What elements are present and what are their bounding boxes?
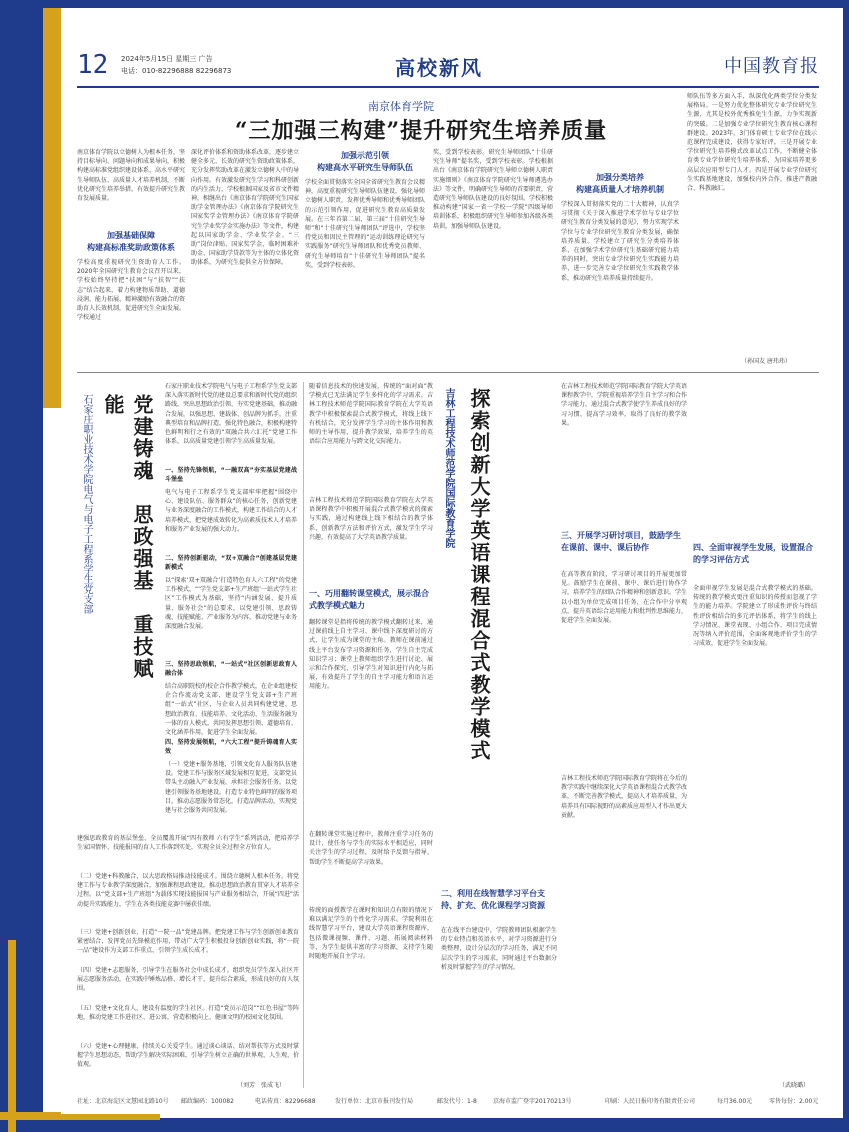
newspaper-page: [61, 22, 829, 1114]
footer-post-code-no: 邮发代号：1-8: [437, 1098, 477, 1105]
right-article-col-c7: 在高等教育阶段，学习研讨项目的开展更加常见。鼓励学生在课前、课中、课后进行协作学习，培养学生的团队合作精神和创新意识。学生以小组为单位完成项目任务，在合作中分享观点，提升英语综合运用能力和批判性思维能力，促进学生全面发展。: [561, 571, 687, 625]
left-article-col-a2: 电气与电子工程系学生党支部牢牢把握“围绕中心、建设队伍、服务群众”的核心任务，创新党建与业务深度融合的工作模式，构建工作结合的人才培养模式，把党建成效转化为高素质技术人才培养和服务产业发展的强大动力。: [165, 489, 297, 533]
right-article-col-c3: 翻转课堂是指将传统的教学模式翻转过来，通过课前线上自主学习、课中线下深度研讨的方式，让学生成为课堂的主角。教师在课前通过线上平台发布学习资源和任务，学生自主完成知识学习；课堂上教师组织学生进行讨论、展示和合作探究，引导学生对知识进行内化与拓展，有效提升了学生的自主学习能力和语言运用能力。: [309, 619, 433, 691]
top-article-col1: 南京体育学院以立德树人为根本任务，坚持目标导向、问题导向和成果导向，积极构建高标准党组织建设体系、高水平研究生导师队伍、高质量人才培养机制，不断优化研究生培养举措，有效提升研究生教育发展质量。: [77, 149, 185, 203]
footer-license: 京海市监广登字20170213号: [493, 1098, 572, 1105]
left-article-intro: 石家庄职业技术学院电气与电子工程系学生党支部深入落实新时代党的建设总要求和新时代党的组织路线，突出思想政治引领、夯实党建基础，推动融合发展，以强思想、建载体、创品牌为抓手，注重典型培育和品牌打造，强化特色融合，积极构建特色鲜明和行之有效的“双融合共六汇托”党建工作体系，以高质量党建引领学生高质量发展。: [165, 383, 297, 446]
left-article-title: 党建铸魂 思政强基 重技赋能: [101, 394, 154, 680]
date-line: 2024年5月15日 星期三 广告: [121, 55, 213, 63]
footer-tel: 电话传真：82296688: [255, 1098, 316, 1105]
left-article-col-b4: （三）党建+创新创业，打造“一院一品”党建品牌。把党建工作与学生创新创业教育紧密结合，发挥党员先锋模范作用，带动广大学生积极投身创新创业实践，将“一院一品”建设作为支部工作重点，引领学生成长成才。: [77, 929, 299, 955]
top-article-subhead-2: 加强示范引领 构建高水平研究生导师队伍: [317, 151, 413, 172]
left-article-byline: （刘芳 张成飞）: [237, 1082, 286, 1089]
right-article-org: 吉林工程技术师范学院国际教育学院: [443, 388, 454, 548]
newspaper-brand: 中国教育报: [724, 56, 819, 77]
right-article-subhead-3: 三、开展学习研讨项目，鼓励学生在课前、课中、课后协作: [561, 531, 681, 552]
top-article-col3: 学校全面贯彻落实全国全省研究生教育会议精神，高度重视研究生导师队伍建设，强化导师立德树人职责，发挥优秀导师和优秀导师团队的示范引领作用，促进研究生教育高质量发展。在三年首第二届、第三届“十佳研究生导师”和“十佳研究生导师团队”评选中，学校坚持党员和因民主管理的“运动训练理论研究与实践服务”研究生导师团队和优秀党员教师、研究生导师培育“十佳研究生导师团队”提名奖，受到学校表彰。: [305, 179, 425, 269]
right-article-intro: 随着信息技术的快速发展，传统的“面对面”教学模式已无法满足学生多样化的学习需求。吉林工程技术师范学院国际教育学院在大学英语教学中积极探索混合式教学模式，将线上线下有机结合，充分发挥学生学习的主体作用和教师的主导作用，提升教学效果，培养学生的英语综合应用能力与跨文化交际能力。: [309, 383, 433, 446]
left-article-col-b5: （四）党建+志愿服务，引导学生在服务社会中成长成才。组织党员学生深入社区开展志愿服务活动，在实践中锤炼品格、增长才干、提升综合素质，形成良好的育人氛围。: [77, 967, 299, 993]
footer-address: 社址：北京海淀区文慧园北路10号: [77, 1098, 169, 1105]
masthead: [77, 48, 819, 88]
right-article-col-c4: 在翻转课堂实施过程中，教师注重学习任务的设计，使任务与学生的实际水平相适应，同时关注学生的学习过程，及时给予反馈与指导，帮助学生不断提高学习效果。: [309, 831, 433, 866]
left-article-sub-4: 四、坚持发展领航，“六大工程”提升铸魂育人实效: [165, 739, 297, 756]
left-article-col-b3: （二）党建+科教融合，以大思政格局推动技能成才。围绕立德树人根本任务，将党建工作与专业教学深度融合，加强课程思政建设，推动思想政治教育贯穿人才培养全过程。以“党支部+生产班组”为载体实现技能报国与产业服务相结合，开展“四进”活动提升实践能力，学生在各类技能竞赛中屡获佳绩。: [77, 873, 299, 908]
right-article-col-c6: 在在线平台建设中，学院教师团队根据学生的专业特点和英语水平，对学习资源进行分类整理，设计分层次的学习任务，满足不同层次学生的学习需求，同时通过平台数据分析及时掌握学生的学习情况。: [441, 927, 557, 971]
top-article-col2: 深化评价体系和资助体系改革，逐步建立健全多元、长效的研究生资助政策体系，充分发挥奖助改革在激发立德树人中的导向作用。有效激发研究生学习和科研创新的内生活力，学校根据国家及省市文件精神，相继出台《南京体育学院研究生国家助学金管理办法》《南京体育学院研究生国家奖学金管理办法》《南京体育学院研究生学业奖学金实施办法》等文件，构建起以国家助学金、学业奖学金、“三助”岗位津贴、国家奖学金、临时困难补助金、国家助学贷款等为主体的立体化资助体系，为研究生提供全方位保障。: [191, 149, 299, 267]
page-footer: [77, 1094, 819, 1108]
left-article-sub-2: 二、坚持创新驱动，“双+双融合”创建基层党建新模式: [165, 555, 297, 572]
column-divider: [303, 382, 304, 1088]
top-article-subhead-4: 加强分类培养 构建高质量人才培养机制: [576, 173, 664, 194]
left-article-col-a3: 以“探索‘双+双融合’打造特色育人六工程”的党建工作模式，“‘学生党支部+生产班组’一站式学生社区”工作模式为基础，坚持“内涵发展、提升质量、服务社会”的总要求，以党建引领、思政铸魂、技能赋能、产业服务为内容，推动党建与业务深度融合发展。: [165, 577, 297, 631]
footer-retail: 零售每份：2.00元: [769, 1098, 819, 1105]
top-article-col6: 师队伍等多方面入手，纵深优化两类学位分类发展格局。一是努力优化整体研究专业学位研究生生源，尤其是校外优秀推免生生源，力争实现新的突破。二是加强专业学位研究生教育核心课程群建设。2023年，3门体育硕士专业学位在线示范课程完成建设，获得专家好评。三是开展专业学位研究生培养模式改革试点工作，不断健全体育类专业学位研究生培养体系，为国家培养更多高层次应用型专门人才。四是开展专业学位研究生实践基地建设，加强校内外合作，推进产教融合、科教融汇。: [687, 93, 817, 193]
masthead-rule: [77, 86, 819, 88]
right-article-col-c9b: 吉林工程技术师范学院国际教育学院将在今后的教学实践中继续深化大学英语课程混合式教学改革，不断完善教学模式，提高人才培养质量，为培养具有国际视野的高素质应用型人才作出更大贡献。: [561, 775, 687, 819]
frame-right-bar: [843, 0, 849, 1132]
frame-gold-accent: [8, 940, 16, 1132]
left-article-col-b6: （五）党建+文化育人，建设有温度的学生社区。打造“党员示范岗”“红色书屋”等阵地，推动党建工作进社区、进公寓，营造积极向上、健康文明的校园文化氛围。: [77, 1005, 299, 1022]
right-article-col-c5: 传统的面授教学在课时和知识点有限的情况下难以满足学生的个性化学习需求。学院利用在线智慧学习平台，建设大学英语课程资源库，包括微课视频、课件、习题、拓展阅读材料等，为学生提供丰富的学习资源，支持学生随时随地开展自主学习。: [309, 907, 433, 961]
top-article-col5: 学校深入贯彻落实党的二十大精神，认真学习贯彻《关于深入推进学术学位与专业学位研究生教育分类发展的意见》，努力实现学术学位与专业学位研究生教育分类发展，确保培养质量。学校建立了研究生分类培养体系，在加强学术学位研究生基础研究能力培养的同时，突出专业学位研究生实践能力培养，进一步完善专业学位研究生实践教学体系，推动研究生培养质量持续提升。: [561, 201, 679, 282]
page-number: 12: [77, 50, 109, 80]
frame-bottom-bar: [43, 1118, 849, 1132]
frame-gold-accent-top: [43, 8, 61, 408]
right-article-byline: （武晓璐）: [779, 1082, 810, 1089]
footer-postcode: 邮政编码：100082: [181, 1098, 234, 1105]
editor-line: 电话：010-82296888 82296873: [121, 67, 232, 75]
section-divider: [77, 372, 819, 373]
left-article-sub-1: 一、坚持先锋领航，“一融双高”夯实基层党建战斗堡垒: [165, 467, 297, 484]
frame-left-bar: [0, 0, 43, 1132]
right-article-col-c6b: 在吉林工程技术师范学院国际教育学院大学英语课程教学中，学院重视培养学生自主学习和合作学习能力，通过混合式教学使学生养成良好的学习习惯，提高学习效率，取得了良好的教学效果。: [561, 383, 687, 427]
right-article-col-c9: 全面审视学生发展是混合式教学模式的基础。传统的教学模式更注重知识的传授而忽视了学生的能力培养。学院建立了形成性评价与终结性评价相结合的多元评估体系，将学生的线上学习情况、课堂表现、小组合作、项目完成情况等纳入评价范围，全面客观地评价学生的学习成效，促进学生全面发展。: [693, 585, 817, 648]
frame-top-bar: [43, 0, 849, 8]
right-article-subhead-4: 四、全面审视学生发展，设置混合的学习评估方式: [693, 543, 813, 564]
left-article-col-b2: 建强思政教育的基层堡垒，全员覆盖开展“四有教师 六有学生”系列活动，把培养学生家国情怀、技能报国的育人工作落到实处，实现全员全过程全方位育人。: [77, 835, 299, 852]
top-article-subhead-1: 加强基础保障 构建高标准奖助政策体系: [87, 231, 175, 252]
footer-printer: 印刷：人民日报印务有限责任公司: [605, 1098, 696, 1105]
top-article-kicker: 南京体育学院: [368, 100, 434, 113]
footer-price: 每月36.00元: [717, 1098, 753, 1105]
left-article-col-b: （一）党建+服务基地，引领文化育人服务队伍建设。党建工作与服务区域发展相互促进，支部党员带头主动融入产业发展，承担社会服务任务。以党建引领服务基地建设。打造专业特色鲜明的服务项目，推动志愿服务常态化，打造品牌活动，实现党建与社会服务共同发展。: [165, 761, 297, 815]
top-article-headline: “三加强三构建”提升研究生培养质量: [234, 118, 608, 144]
left-article-org: 石家庄职业技术学院电气与电子工程系学生党支部: [81, 394, 92, 614]
right-article-col-c2: 吉林工程技术师范学院国际教育学院在大学英语课程教学中积极开展混合式教学模式的探索与实践，通过构建线上线下相结合的教学体系，创新教学方法和评价方式，激发学生学习兴趣，有效提高了大学英语教学质量。: [309, 497, 433, 541]
right-article-subhead-2: 二、利用在线智慧学习平台支持、扩充、优化课程学习资源: [441, 889, 545, 910]
top-article-byline: （孙国友 唐玮玮）: [741, 358, 791, 365]
footer-distributor: 发行单位：北京市报刊发行局: [335, 1098, 414, 1105]
top-article-col1b: 学校高度重视研究生资助育人工作。2020年全国研究生教育会议召开以来，学校始终坚持把“扶困”与“扶智”“扶志”结合起来，着力构建物质帮助、道德浸润、能力拓展、精神激励有效融合的资助育人长效机制，促进研究生全面发展。学校通过: [77, 259, 185, 322]
right-article-title: 探索创新大学英语课程混合式教学模式: [467, 388, 491, 762]
left-article-col-a4: 结合高职院校的校企合作教学模式，在企业组建校企合作流动党支部，建设学生党支部+生产班组“一站式”社区，与企业人员共同构建党建、思想政治教育、技能培养、文化活动、生活服务融为一体的育人模式，共同发挥思想引领、道德培育、文化涵养作用，促进学生全面发展。: [165, 683, 297, 736]
section-title: 高校新风: [395, 56, 483, 80]
top-article-col4: 奖，受到学校表彰。研究生导师团队“十佳研究生导师”提名奖，受到学校表彰。学校根据出台《南京体育学院研究生导师立德树人职责实施细则》《南京体育学院研究生导师遴选办法》等文件，明确研究生导师的首要职责，营造研究生导师队伍建设的良好氛围。学校积极推动构建“国家一省一学校一学院”四级导师培训体系，积极组织研究生导师参加各级各类培训，加强导师队伍建设。: [433, 149, 553, 230]
left-article-col-b7: （六）党建+心理健康，持续关心关爱学生。通过谈心谈话、结对帮扶等方式及时掌握学生思想动态，帮助学生解决实际困难，引导学生树立正确的世界观、人生观、价值观。: [77, 1043, 299, 1069]
right-article-subhead-1: 一、巧用翻转课堂模式，展示混合式教学模式魅力: [309, 589, 429, 610]
left-article-sub-3: 三、坚持思政领航，“一站式”社区创新思政育人融合体: [165, 661, 297, 678]
